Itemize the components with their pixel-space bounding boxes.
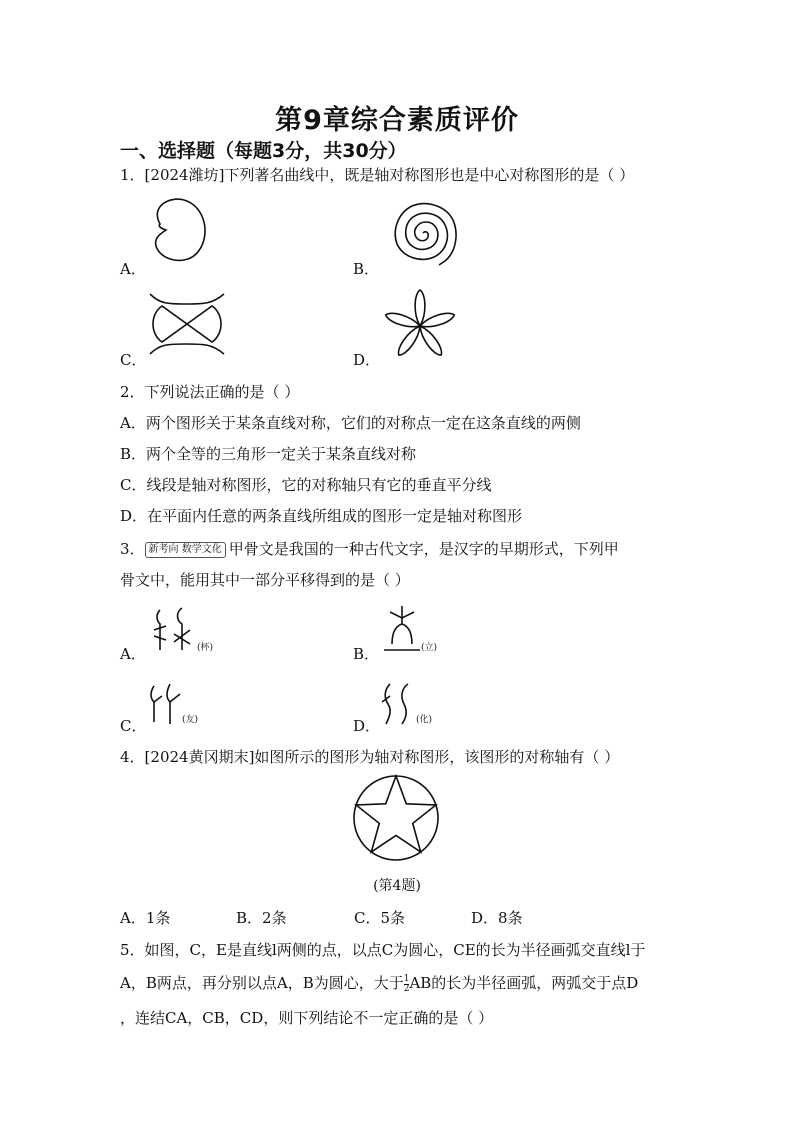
oracle-char-stand-figure [380,604,424,654]
page-title: 第9章综合素质评价 [275,105,519,136]
q4-option-d: D．8条 [471,909,523,927]
question-4-text: 4．[2024黄冈期末]如图所示的图形为轴对称图形，该图形的对称轴有（ ） [120,748,620,766]
q4-option-a: A．1条 [120,909,171,927]
q4-option-c: C．5条 [354,909,406,927]
q3-char-a: (杯) [197,643,214,653]
oracle-char-cup-figure [152,604,196,652]
question-5-line-2b: AB的长为半径画弧，两弧交于点D [409,974,639,992]
q1-option-d-label: D． [353,351,381,369]
question-3-text-1: 甲骨文是我国的一种古代文字，是汉字的早期形式，下列甲 [228,540,619,558]
q1-option-b-label: B． [353,260,380,278]
q3-char-d: (化) [416,715,433,725]
q3-option-a-label: A． [120,645,146,663]
question-1-text: 1．[2024潍坊]下列著名曲线中，既是轴对称图形也是中心对称图形的是（ ） [120,166,635,184]
q3-option-b-label: B． [353,645,380,663]
question-5-line-3: ，连结CA，CB，CD，则下列结论不一定正确的是（ ） [120,1009,494,1027]
cardioid-figure [148,194,214,266]
q3-option-d-label: D． [353,717,381,735]
q2-option-c: C．线段是轴对称图形，它的对称轴只有它的垂直平分线 [120,476,492,494]
section-heading: 一、选择题（每题3分，共30分） [120,140,407,162]
spiral-figure [383,193,463,273]
question-5-line-2a: A，B两点，再分别以点A，B为圆心，大于 [120,974,404,992]
q1-option-a-label: A． [120,260,146,278]
q2-option-a: A．两个图形关于某条直线对称，它们的对称点一定在这条直线的两侧 [120,414,581,432]
question-5-line-2 [120,972,638,994]
figure-4-caption: (第4题) [373,878,421,894]
q1-option-c-label: C． [120,351,147,369]
question-2-text: 2．下列说法正确的是（ ） [120,383,300,401]
q3-char-b: (立) [421,643,438,653]
star-in-circle-figure [352,774,440,862]
fraction-denominator: 2 [403,983,410,994]
question-3-line-1 [120,538,619,559]
question-3-number: 3． [120,540,145,558]
oracle-char-change-figure [380,680,416,726]
q2-option-b: B．两个全等的三角形一定关于某条直线对称 [120,445,417,463]
oracle-char-friend-figure [148,682,184,726]
q3-char-c: (友) [182,715,199,725]
question-5-line-1: 5．如图，C，E是直线l两侧的点，以点C为圆心，CE的长为半径画弧交直线l于 [120,941,646,959]
lemniscate-figure [148,290,226,358]
q3-option-c-label: C． [120,717,147,735]
fraction-numerator: 1 [403,973,410,984]
question-3-line-2: 骨文中，能用其中一部分平移得到的是（ ） [120,571,410,589]
five-petal-rose-figure [380,286,460,366]
q4-option-b: B．2条 [236,909,287,927]
q2-option-d: D．在平面内任意的两条直线所组成的图形一定是轴对称图形 [120,507,523,525]
new-direction-tag: 新考向 数学文化 [145,542,226,558]
